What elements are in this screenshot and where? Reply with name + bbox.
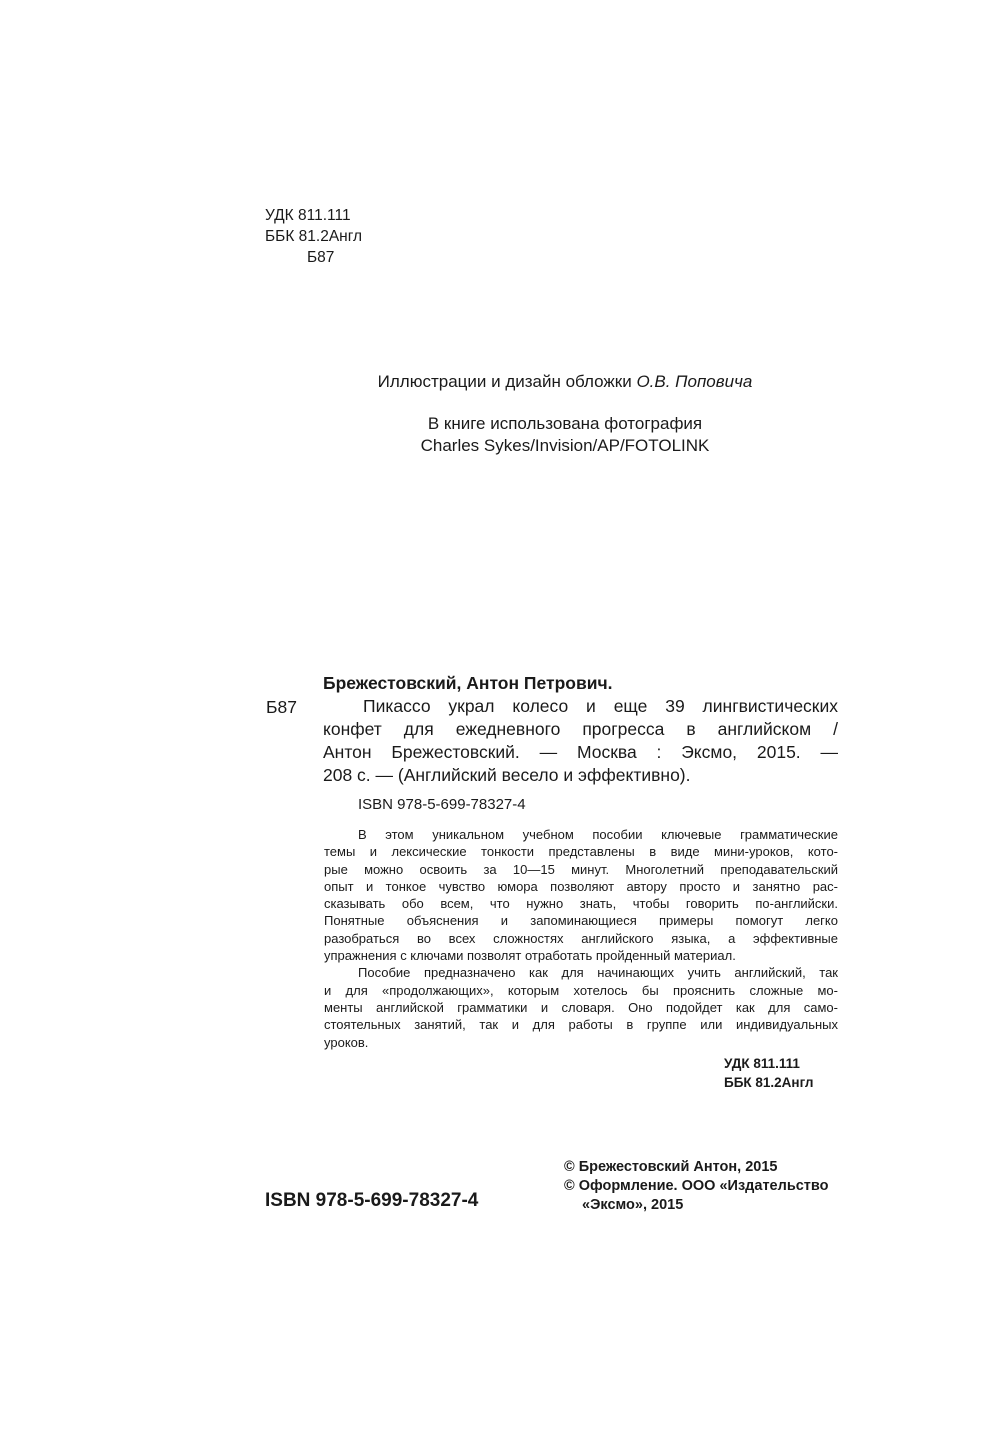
entry-line: Антон Брежестовский. — Москва : Эксмо, 2015. — xyxy=(323,742,838,762)
copyright-block xyxy=(564,1158,828,1215)
udk-code-bottom: УДК 811.111 xyxy=(724,1056,800,1071)
abstract-line: В этом уникальном учебном пособии ключевые грамматические xyxy=(358,827,838,842)
abstract-line: опыт и тонкое чувство юмора позволяют автору просто и занятно рас- xyxy=(324,878,838,894)
abstract-line: Пособие предназначено как для начинающих учить английский, так xyxy=(358,965,838,981)
abstract-line: стоятельных занятий, так и для работы в группе или индивидуальных xyxy=(324,1017,838,1033)
abstract-line: разобраться во всех сложностях английского языка, а эффективные xyxy=(324,930,838,946)
abstract-line: Понятные объяснения и запоминающиеся примеры помогут легко xyxy=(324,913,838,929)
abstract-line: сказывать обо всем, что нужно знать, чтобы говорить по-английски. xyxy=(324,896,838,912)
classification-block-bottom xyxy=(724,1055,813,1092)
abstract-line: рые можно освоить за 10—15 минут. Многолетний преподавательский xyxy=(324,861,838,877)
entry-author-mark: Б87 xyxy=(266,697,297,717)
classification-block-top xyxy=(265,205,362,268)
abstract-line: и для «продолжающих», которым хотелось бы прояснить сложные мо- xyxy=(324,982,838,998)
illustrator-name: О.В. Поповича xyxy=(636,372,753,391)
copyright-line: © Брежестовский Антон, 2015 xyxy=(564,1159,778,1175)
author-mark: Б87 xyxy=(307,249,335,266)
copyright-line: «Эксмо», 2015 xyxy=(582,1197,684,1213)
entry-line: 208 с. — (Английский весело и эффективно). xyxy=(323,765,691,785)
bibliographic-entry xyxy=(323,672,838,787)
photo-credit-line-1: В книге использована фотография xyxy=(427,414,703,433)
abstract-line: упражнения с ключами позволят отработать пройденный материал. xyxy=(324,948,736,964)
abstract xyxy=(324,826,838,1051)
bbk-code-bottom: ББК 81.2Англ xyxy=(724,1074,814,1090)
photo-credit xyxy=(300,413,830,457)
entry-heading: Брежестовский, Антон Петрович. xyxy=(323,673,613,693)
footer-isbn: ISBN 978-5-699-78327-4 xyxy=(265,1190,479,1211)
illustrations-credit-text: Иллюстрации и дизайн обложки xyxy=(377,372,632,391)
photo-credit-line-2: Charles Sykes/Invision/AP/FOTOLINK xyxy=(420,436,710,455)
abstract-line: темы и лексические тонкости представлены в виде мини-уроков, кото- xyxy=(324,844,838,860)
abstract-line: менты английской грамматики и словаря. Оно подойдет как для само- xyxy=(324,999,838,1015)
abstract-line: уроков. xyxy=(324,1034,369,1050)
entry-line: Пикассо украл колесо и еще 39 лингвистических xyxy=(363,696,838,716)
copyright-line: © Оформление. ООО «Издательство xyxy=(564,1178,829,1194)
entry-isbn: ISBN 978-5-699-78327-4 xyxy=(358,796,526,813)
udk-code: УДК 811.111 xyxy=(265,207,351,224)
illustrations-credit xyxy=(300,371,830,393)
bbk-code: ББК 81.2Англ xyxy=(265,228,363,245)
entry-line: конфет для ежедневного прогресса в английском / xyxy=(323,719,838,739)
